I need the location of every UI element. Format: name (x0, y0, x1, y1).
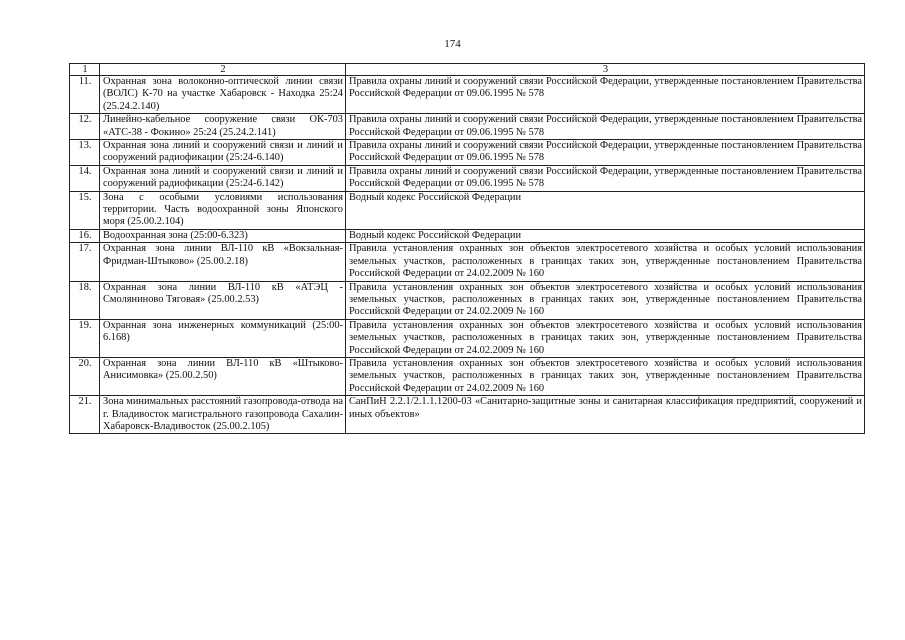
legal-document: Правила установления охранных зон объектов электросетевого хозяйства и особых условий использования земельных участков, расположенных в границах таких зон, утвержденные постановлением Правительства Российской Федерации от 24.02.2009 № 160 (346, 243, 865, 281)
header-row (70, 64, 865, 76)
row-number: 15. (70, 191, 100, 229)
zone-name: Охранная зона инженерных коммуникаций (25:00-6.168) (100, 319, 346, 357)
row-number: 17. (70, 243, 100, 281)
page-number: 174 (444, 38, 461, 50)
zone-name: Охранная зона линии ВЛ-110 кВ «Штыково-Анисимовка» (25.00.2.50) (100, 357, 346, 395)
table-body (70, 76, 865, 434)
zone-name: Охранная зона линий и сооружений связи и линий и сооружений радиофикации (25:24-6.140) (100, 140, 346, 166)
zone-name: Водоохранная зона (25:00-6.323) (100, 229, 346, 242)
row-number: 14. (70, 165, 100, 191)
zone-name: Охранная зона линий и сооружений связи и линий и сооружений радиофикации (25:24-6.142) (100, 165, 346, 191)
legal-document: СанПиН 2.2.1/2.1.1.1200-03 «Санитарно-защитные зоны и санитарная классификация предприятий, сооружений и иных объектов» (346, 396, 865, 434)
table-row (70, 165, 865, 191)
row-number: 13. (70, 140, 100, 166)
row-number: 16. (70, 229, 100, 242)
table-row (70, 281, 865, 319)
table-row (70, 76, 865, 114)
zones-table (69, 63, 865, 434)
row-number: 20. (70, 357, 100, 395)
table-row (70, 191, 865, 229)
legal-document: Правила установления охранных зон объектов электросетевого хозяйства и особых условий использования земельных участков, расположенных в границах таких зон, утвержденные постановлением Правительства Российской Федерации от 24.02.2009 № 160 (346, 319, 865, 357)
header-col-2: 2 (100, 64, 346, 76)
table-row (70, 243, 865, 281)
legal-document: Правила охраны линий и сооружений связи Российской Федерации, утвержденные постановлением Правительства Российской Федерации от 09.06.1995 № 578 (346, 165, 865, 191)
row-number: 18. (70, 281, 100, 319)
row-number: 12. (70, 114, 100, 140)
zone-name: Зона минимальных расстояний газопровода-отвода на г. Владивосток магистрального газопровода Сахалин-Хабаровск-Владивосток (25.00.2.105) (100, 396, 346, 434)
legal-document: Правила охраны линий и сооружений связи Российской Федерации, утвержденные постановлением Правительства Российской Федерации от 09.06.1995 № 578 (346, 114, 865, 140)
table-header (70, 64, 865, 76)
legal-document: Правила установления охранных зон объектов электросетевого хозяйства и особых условий использования земельных участков, расположенных в границах таких зон, утвержденные постановлением Правительства Российской Федерации от 24.02.2009 № 160 (346, 281, 865, 319)
table-row (70, 229, 865, 242)
row-number: 21. (70, 396, 100, 434)
table-row (70, 319, 865, 357)
table-row (70, 357, 865, 395)
zone-name: Линейно-кабельное сооружение связи ОК-703 «АТС-38 - Фокино» 25:24 (25.24.2.141) (100, 114, 346, 140)
table-row (70, 114, 865, 140)
zone-name: Охранная зона волоконно-оптической линии связи (ВОЛС) К-70 на участке Хабаровск - Находка 25:24 (25.24.2.140) (100, 76, 346, 114)
legal-document: Водный кодекс Российской Федерации (346, 191, 865, 229)
legal-document: Правила установления охранных зон объектов электросетевого хозяйства и особых условий использования земельных участков, расположенных в границах таких зон, утвержденные постановлением Правительства Российской Федерации от 24.02.2009 № 160 (346, 357, 865, 395)
row-number: 19. (70, 319, 100, 357)
header-col-1: 1 (70, 64, 100, 76)
row-number: 11. (70, 76, 100, 114)
header-col-3: 3 (346, 64, 865, 76)
zone-name: Охранная зона линии ВЛ-110 кВ «АТЭЦ - Смолянинoво Тяговая» (25.00.2.53) (100, 281, 346, 319)
legal-document: Правила охраны линий и сооружений связи Российской Федерации, утвержденные постановлением Правительства Российской Федерации от 09.06.1995 № 578 (346, 76, 865, 114)
legal-document: Водный кодекс Российской Федерации (346, 229, 865, 242)
zone-name: Охранная зона линии ВЛ-110 кВ «Вокзальная-Фридман-Штыково» (25.00.2.18) (100, 243, 346, 281)
table-row (70, 396, 865, 434)
zone-name: Зона с особыми условиями использования территории. Часть водоохранной зоны Японского моря (25.00.2.104) (100, 191, 346, 229)
legal-document: Правила охраны линий и сооружений связи Российской Федерации, утвержденные постановлением Правительства Российской Федерации от 09.06.1995 № 578 (346, 140, 865, 166)
table-row (70, 140, 865, 166)
